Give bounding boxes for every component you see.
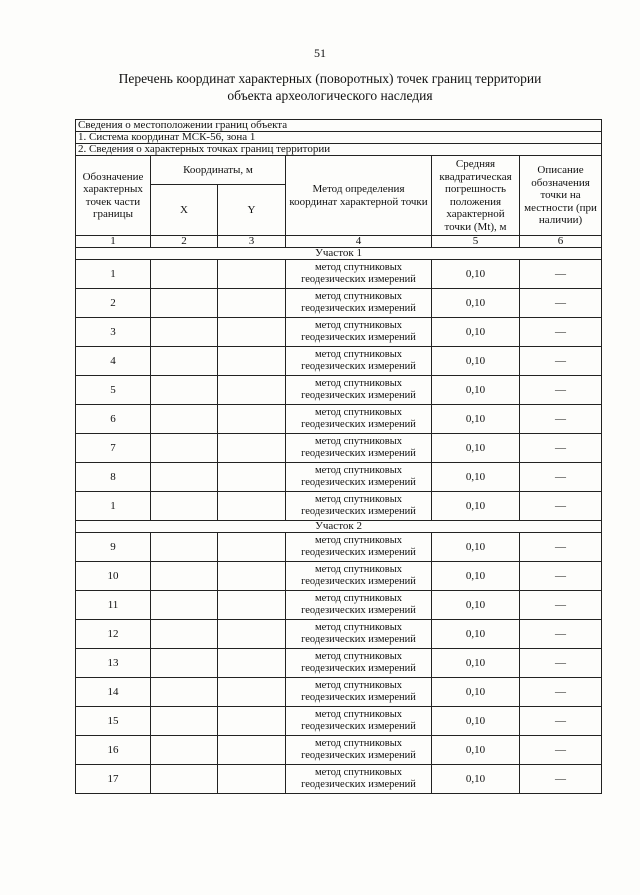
point-number: 10: [76, 562, 151, 591]
table-row: [76, 260, 602, 289]
coordinate-y: [218, 707, 286, 736]
column-number: 6: [520, 236, 602, 248]
point-number: 16: [76, 736, 151, 765]
title-line-2: объекта археологического наследия: [227, 88, 433, 103]
header-method: Метод определения координат характерной точки: [286, 156, 432, 236]
point-number: 11: [76, 591, 151, 620]
accuracy-value: 0,10: [432, 405, 520, 434]
table-row: [76, 736, 602, 765]
accuracy-value: 0,10: [432, 434, 520, 463]
column-number-row: [76, 236, 602, 248]
coordinate-y: [218, 376, 286, 405]
section-title: Участок 2: [76, 521, 602, 533]
coordinate-x: [151, 376, 218, 405]
description-dash: —: [520, 649, 602, 678]
table-row: [76, 405, 602, 434]
info-row-points: [76, 144, 602, 156]
method-cell: метод спутниковых геодезических измерений: [286, 492, 432, 521]
table-row: [76, 533, 602, 562]
description-dash: —: [520, 289, 602, 318]
table-row: [76, 318, 602, 347]
point-number: 3: [76, 318, 151, 347]
section-title: Участок 1: [76, 248, 602, 260]
description-dash: —: [520, 405, 602, 434]
method-cell: метод спутниковых геодезических измерений: [286, 289, 432, 318]
description-dash: —: [520, 376, 602, 405]
method-cell: метод спутниковых геодезических измерений: [286, 707, 432, 736]
coordinate-x: [151, 289, 218, 318]
table-row: [76, 765, 602, 794]
accuracy-value: 0,10: [432, 707, 520, 736]
info-points: 2. Сведения о характерных точках границ территории: [76, 144, 602, 156]
table-row: [76, 591, 602, 620]
description-dash: —: [520, 318, 602, 347]
table-row: [76, 434, 602, 463]
method-cell: метод спутниковых геодезических измерений: [286, 434, 432, 463]
column-number: 4: [286, 236, 432, 248]
section-row: [76, 521, 602, 533]
header-designation: Обозначение характерных точек части границы: [76, 156, 151, 236]
accuracy-value: 0,10: [432, 463, 520, 492]
accuracy-value: 0,10: [432, 492, 520, 521]
coordinate-y: [218, 533, 286, 562]
coordinate-x: [151, 707, 218, 736]
coordinate-x: [151, 591, 218, 620]
column-number: 3: [218, 236, 286, 248]
description-dash: —: [520, 591, 602, 620]
coordinate-x: [151, 260, 218, 289]
info-row-location: [76, 120, 602, 132]
accuracy-value: 0,10: [432, 591, 520, 620]
coordinate-y: [218, 260, 286, 289]
accuracy-value: 0,10: [432, 562, 520, 591]
table-row: [76, 492, 602, 521]
coordinate-y: [218, 434, 286, 463]
description-dash: —: [520, 707, 602, 736]
description-dash: —: [520, 562, 602, 591]
section-row: [76, 248, 602, 260]
method-cell: метод спутниковых геодезических измерений: [286, 591, 432, 620]
point-number: 17: [76, 765, 151, 794]
point-number: 14: [76, 678, 151, 707]
description-dash: —: [520, 463, 602, 492]
coordinate-x: [151, 765, 218, 794]
header-accuracy: Средняя квадратическая погрешность положения характерной точки (Mt), м: [432, 156, 520, 236]
header-description: Описание обозначения точки на местности (при наличии): [520, 156, 602, 236]
table-row: [76, 707, 602, 736]
method-cell: метод спутниковых геодезических измерений: [286, 765, 432, 794]
document-title: [60, 70, 600, 104]
coordinate-y: [218, 765, 286, 794]
coordinate-x: [151, 620, 218, 649]
point-number: 15: [76, 707, 151, 736]
method-cell: метод спутниковых геодезических измерений: [286, 620, 432, 649]
coordinate-x: [151, 533, 218, 562]
description-dash: —: [520, 260, 602, 289]
accuracy-value: 0,10: [432, 533, 520, 562]
accuracy-value: 0,10: [432, 678, 520, 707]
coordinate-x: [151, 434, 218, 463]
point-number: 1: [76, 492, 151, 521]
description-dash: —: [520, 736, 602, 765]
point-number: 7: [76, 434, 151, 463]
info-crs: 1. Система координат МСК-56, зона 1: [76, 132, 602, 144]
coordinate-x: [151, 492, 218, 521]
table-row: [76, 620, 602, 649]
table-row: [76, 649, 602, 678]
coordinate-y: [218, 591, 286, 620]
description-dash: —: [520, 765, 602, 794]
accuracy-value: 0,10: [432, 260, 520, 289]
header-coordinates: Координаты, м: [151, 156, 286, 185]
title-line-1: Перечень координат характерных (поворотных) точек границ территории: [118, 71, 542, 86]
page-number: 51: [314, 46, 326, 60]
point-number: 5: [76, 376, 151, 405]
point-number: 9: [76, 533, 151, 562]
accuracy-value: 0,10: [432, 347, 520, 376]
description-dash: —: [520, 620, 602, 649]
method-cell: метод спутниковых геодезических измерений: [286, 318, 432, 347]
table-row: [76, 562, 602, 591]
coordinate-x: [151, 736, 218, 765]
accuracy-value: 0,10: [432, 376, 520, 405]
column-number: 1: [76, 236, 151, 248]
method-cell: метод спутниковых геодезических измерений: [286, 260, 432, 289]
point-number: 6: [76, 405, 151, 434]
method-cell: метод спутниковых геодезических измерений: [286, 405, 432, 434]
table-row: [76, 463, 602, 492]
info-location: Сведения о местоположении границ объекта: [76, 120, 602, 132]
table-row: [76, 347, 602, 376]
accuracy-value: 0,10: [432, 289, 520, 318]
description-dash: —: [520, 347, 602, 376]
header-x: X: [151, 185, 218, 236]
coordinate-y: [218, 347, 286, 376]
method-cell: метод спутниковых геодезических измерений: [286, 376, 432, 405]
coordinate-y: [218, 649, 286, 678]
accuracy-value: 0,10: [432, 318, 520, 347]
point-number: 8: [76, 463, 151, 492]
method-cell: метод спутниковых геодезических измерений: [286, 649, 432, 678]
coordinate-x: [151, 347, 218, 376]
coordinate-y: [218, 736, 286, 765]
table-row: [76, 289, 602, 318]
coordinate-x: [151, 318, 218, 347]
method-cell: метод спутниковых геодезических измерений: [286, 533, 432, 562]
coordinate-x: [151, 562, 218, 591]
description-dash: —: [520, 434, 602, 463]
coordinates-table: [75, 119, 602, 794]
point-number: 2: [76, 289, 151, 318]
coordinate-y: [218, 318, 286, 347]
method-cell: метод спутниковых геодезических измерений: [286, 678, 432, 707]
point-number: 13: [76, 649, 151, 678]
coordinate-y: [218, 678, 286, 707]
method-cell: метод спутниковых геодезических измерений: [286, 562, 432, 591]
coordinate-y: [218, 463, 286, 492]
accuracy-value: 0,10: [432, 620, 520, 649]
point-number: 1: [76, 260, 151, 289]
coordinate-y: [218, 562, 286, 591]
accuracy-value: 0,10: [432, 736, 520, 765]
header-y: Y: [218, 185, 286, 236]
method-cell: метод спутниковых геодезических измерений: [286, 463, 432, 492]
table-row: [76, 376, 602, 405]
coordinate-x: [151, 678, 218, 707]
coordinate-y: [218, 620, 286, 649]
coordinate-x: [151, 463, 218, 492]
coordinate-y: [218, 289, 286, 318]
coordinate-y: [218, 405, 286, 434]
coordinate-x: [151, 405, 218, 434]
point-number: 12: [76, 620, 151, 649]
accuracy-value: 0,10: [432, 765, 520, 794]
coordinate-y: [218, 492, 286, 521]
header-row: [76, 156, 602, 185]
method-cell: метод спутниковых геодезических измерений: [286, 736, 432, 765]
info-row-crs: [76, 132, 602, 144]
table-row: [76, 678, 602, 707]
accuracy-value: 0,10: [432, 649, 520, 678]
method-cell: метод спутниковых геодезических измерений: [286, 347, 432, 376]
description-dash: —: [520, 533, 602, 562]
column-number: 5: [432, 236, 520, 248]
point-number: 4: [76, 347, 151, 376]
description-dash: —: [520, 678, 602, 707]
column-number: 2: [151, 236, 218, 248]
coordinate-x: [151, 649, 218, 678]
description-dash: —: [520, 492, 602, 521]
